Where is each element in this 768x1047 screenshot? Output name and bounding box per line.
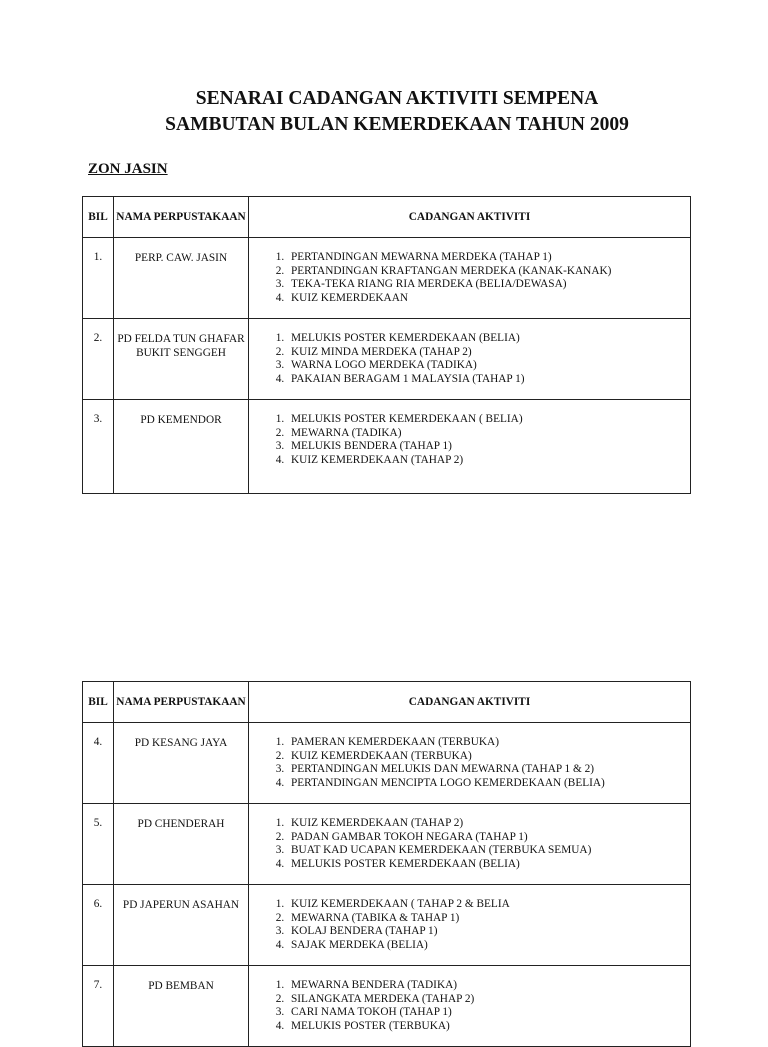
activities-cell xyxy=(249,238,691,319)
library-name: PD JAPERUN ASAHAN xyxy=(114,885,249,966)
activity-item: 4. KUIZ KEMERDEKAAN xyxy=(287,292,690,306)
table-row xyxy=(83,319,691,400)
row-number: 1. xyxy=(83,238,114,319)
activity-item: 2. MEWARNA (TABIKA & TAHAP 1) xyxy=(287,912,690,926)
activity-item: 2. SILANGKATA MERDEKA (TAHAP 2) xyxy=(287,993,690,1007)
activity-item: 1. MEWARNA BENDERA (TADIKA) xyxy=(287,979,690,993)
activity-item: 4. MELUKIS POSTER (TERBUKA) xyxy=(287,1020,690,1034)
activity-item: 1. PERTANDINGAN MEWARNA MERDEKA (TAHAP 1) xyxy=(287,251,690,265)
table-row xyxy=(83,400,691,494)
activity-item: 3. MELUKIS BENDERA (TAHAP 1) xyxy=(287,440,690,454)
activities-cell xyxy=(249,885,691,966)
table-row xyxy=(83,885,691,966)
table-header-row xyxy=(83,197,691,238)
activity-list xyxy=(269,817,690,871)
row-number: 2. xyxy=(83,319,114,400)
activity-item: 3. BUAT KAD UCAPAN KEMERDEKAAN (TERBUKA SEMUA) xyxy=(287,844,690,858)
activity-list xyxy=(269,898,690,952)
activity-item: 3. CARI NAMA TOKOH (TAHAP 1) xyxy=(287,1006,690,1020)
activity-item: 3. TEKA-TEKA RIANG RIA MERDEKA (BELIA/DEWASA) xyxy=(287,278,690,292)
activity-item: 2. KUIZ MINDA MERDEKA (TAHAP 2) xyxy=(287,346,690,360)
activities-cell xyxy=(249,804,691,885)
header-bil: BIL xyxy=(83,197,114,238)
activity-item: 4. KUIZ KEMERDEKAAN (TAHAP 2) xyxy=(287,454,690,468)
activity-item: 4. SAJAK MERDEKA (BELIA) xyxy=(287,939,690,953)
activity-list xyxy=(269,413,690,467)
table-header-row xyxy=(83,682,691,723)
activity-item: 4. MELUKIS POSTER KEMERDEKAAN (BELIA) xyxy=(287,858,690,872)
library-name: PD KESANG JAYA xyxy=(114,723,249,804)
activity-item: 2. PADAN GAMBAR TOKOH NEGARA (TAHAP 1) xyxy=(287,831,690,845)
activity-item: 1. PAMERAN KEMERDEKAAN (TERBUKA) xyxy=(287,736,690,750)
activity-item: 4. PERTANDINGAN MENCIPTA LOGO KEMERDEKAAN (BELIA) xyxy=(287,777,690,791)
activities-cell xyxy=(249,400,691,494)
activities-cell xyxy=(249,966,691,1047)
activity-item: 3. PERTANDINGAN MELUKIS DAN MEWARNA (TAHAP 1 & 2) xyxy=(287,763,690,777)
activity-item: 1. MELUKIS POSTER KEMERDEKAAN (BELIA) xyxy=(287,332,690,346)
table-row xyxy=(83,966,691,1047)
row-number: 3. xyxy=(83,400,114,494)
row-number: 6. xyxy=(83,885,114,966)
activity-list xyxy=(269,736,690,790)
table-row xyxy=(83,723,691,804)
activity-item: 2. KUIZ KEMERDEKAAN (TERBUKA) xyxy=(287,750,690,764)
activities-table-1 xyxy=(82,196,691,494)
activity-item: 3. WARNA LOGO MERDEKA (TADIKA) xyxy=(287,359,690,373)
row-number: 4. xyxy=(83,723,114,804)
header-nama: NAMA PERPUSTAKAAN xyxy=(114,682,249,723)
activity-list xyxy=(269,251,690,305)
activity-item: 1. MELUKIS POSTER KEMERDEKAAN ( BELIA) xyxy=(287,413,690,427)
header-aktiviti: CADANGAN AKTIVITI xyxy=(249,197,691,238)
document-title-line-1: SENARAI CADANGAN AKTIVITI SEMPENA xyxy=(195,88,599,109)
activity-list xyxy=(269,979,690,1033)
activity-item: 1. KUIZ KEMERDEKAAN ( TAHAP 2 & BELIA xyxy=(287,898,690,912)
table-row xyxy=(83,804,691,885)
activities-cell xyxy=(249,319,691,400)
library-name: PD BEMBAN xyxy=(114,966,249,1047)
activity-item: 1. KUIZ KEMERDEKAAN (TAHAP 2) xyxy=(287,817,690,831)
zone-heading: ZON JASIN xyxy=(88,161,168,177)
activities-table-2 xyxy=(82,681,691,1047)
activity-item: 2. PERTANDINGAN KRAFTANGAN MERDEKA (KANAK-KANAK) xyxy=(287,265,690,279)
document-title-line-2: SAMBUTAN BULAN KEMERDEKAAN TAHUN 2009 xyxy=(165,114,629,135)
library-name: PERP. CAW. JASIN xyxy=(114,238,249,319)
header-nama: NAMA PERPUSTAKAAN xyxy=(114,197,249,238)
library-name: PD KEMENDOR xyxy=(114,400,249,494)
activity-list xyxy=(269,332,690,386)
library-name: PD FELDA TUN GHAFAR BUKIT SENGGEH xyxy=(114,319,249,400)
activity-item: 4. PAKAIAN BERAGAM 1 MALAYSIA (TAHAP 1) xyxy=(287,373,690,387)
library-name: PD CHENDERAH xyxy=(114,804,249,885)
activity-item: 3. KOLAJ BENDERA (TAHAP 1) xyxy=(287,925,690,939)
header-aktiviti: CADANGAN AKTIVITI xyxy=(249,682,691,723)
row-number: 7. xyxy=(83,966,114,1047)
activity-item: 2. MEWARNA (TADIKA) xyxy=(287,427,690,441)
row-number: 5. xyxy=(83,804,114,885)
table-row xyxy=(83,238,691,319)
header-bil: BIL xyxy=(83,682,114,723)
activities-cell xyxy=(249,723,691,804)
